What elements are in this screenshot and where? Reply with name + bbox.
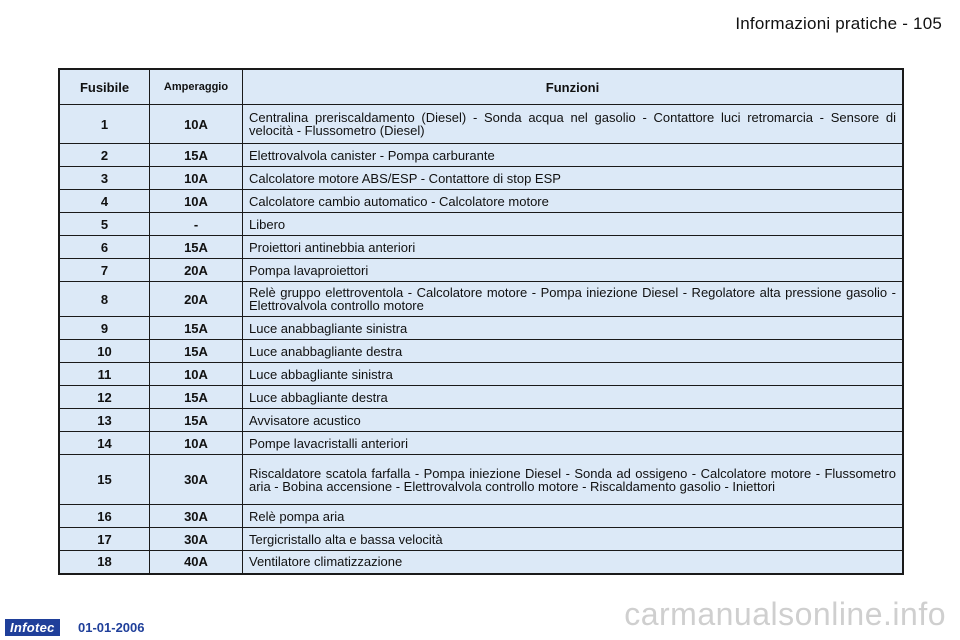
fuse-amperage: 30A xyxy=(150,528,243,551)
fuse-functions: Calcolatore cambio automatico - Calcolatore motore xyxy=(243,190,904,213)
column-header-functions: Funzioni xyxy=(243,69,904,105)
fuse-functions: Relè pompa aria xyxy=(243,505,904,528)
fuse-functions: Luce abbagliante destra xyxy=(243,386,904,409)
fuse-functions: Proiettori antinebbia anteriori xyxy=(243,236,904,259)
table-row xyxy=(59,409,903,432)
column-header-fuse: Fusibile xyxy=(59,69,150,105)
fuse-amperage: 15A xyxy=(150,144,243,167)
table-row xyxy=(59,282,903,317)
footer-date: 01-01-2006 xyxy=(78,620,145,635)
table-row xyxy=(59,213,903,236)
fuse-number: 18 xyxy=(59,551,150,574)
table-row xyxy=(59,144,903,167)
fuse-number: 16 xyxy=(59,505,150,528)
fuse-number: 4 xyxy=(59,190,150,213)
fuse-number: 3 xyxy=(59,167,150,190)
fuse-number: 12 xyxy=(59,386,150,409)
fuse-number: 9 xyxy=(59,317,150,340)
table-row xyxy=(59,259,903,282)
fuse-amperage: 15A xyxy=(150,386,243,409)
fuse-amperage: - xyxy=(150,213,243,236)
fuse-amperage: 10A xyxy=(150,432,243,455)
fuse-functions: Pompa lavaproiettori xyxy=(243,259,904,282)
table-body xyxy=(59,105,903,574)
fuse-amperage: 20A xyxy=(150,259,243,282)
table-row xyxy=(59,455,903,505)
fuse-number: 2 xyxy=(59,144,150,167)
fuse-amperage: 40A xyxy=(150,551,243,574)
fuse-functions: Calcolatore motore ABS/ESP - Contattore di stop ESP xyxy=(243,167,904,190)
watermark: carmanualsonline.info xyxy=(624,596,946,632)
table-row xyxy=(59,505,903,528)
fuse-amperage: 30A xyxy=(150,455,243,505)
page-title: Informazioni pratiche - 105 xyxy=(735,14,942,33)
fuse-functions: Riscaldatore scatola farfalla - Pompa iniezione Diesel - Sonda ad ossigeno - Calcolatore motore - Flussometro aria - Bobina accensione - Elettrovalvola controllo motore - Riscaldamento gasolio - Iniettori xyxy=(243,455,904,505)
column-header-amperage: Amperaggio xyxy=(150,69,243,105)
fuse-functions: Luce anabbagliante sinistra xyxy=(243,317,904,340)
fuse-number: 7 xyxy=(59,259,150,282)
table-row xyxy=(59,432,903,455)
table-row xyxy=(59,236,903,259)
table-row xyxy=(59,105,903,144)
table-row xyxy=(59,386,903,409)
fuse-functions: Tergicristallo alta e bassa velocità xyxy=(243,528,904,551)
fuse-amperage: 10A xyxy=(150,363,243,386)
fuse-amperage: 10A xyxy=(150,190,243,213)
fuse-amperage: 15A xyxy=(150,317,243,340)
fuse-functions: Libero xyxy=(243,213,904,236)
fuse-functions: Luce anabbagliante destra xyxy=(243,340,904,363)
fuse-number: 6 xyxy=(59,236,150,259)
table-row xyxy=(59,363,903,386)
fuse-amperage: 10A xyxy=(150,167,243,190)
fuse-amperage: 15A xyxy=(150,236,243,259)
fuse-number: 8 xyxy=(59,282,150,317)
fuse-number: 10 xyxy=(59,340,150,363)
table-header-row xyxy=(59,69,903,105)
fuse-amperage: 30A xyxy=(150,505,243,528)
fuse-number: 5 xyxy=(59,213,150,236)
fuse-number: 14 xyxy=(59,432,150,455)
table-row xyxy=(59,167,903,190)
fuse-functions: Relè gruppo elettroventola - Calcolatore motore - Pompa iniezione Diesel - Regolatore alta pressione gasolio - Elettrovalvola controllo motore xyxy=(243,282,904,317)
fuse-amperage: 20A xyxy=(150,282,243,317)
fuse-functions: Centralina preriscaldamento (Diesel) - Sonda acqua nel gasolio - Contattore luci retromarcia - Sensore di velocità - Flussometro (Diesel) xyxy=(243,105,904,144)
fuse-table xyxy=(58,68,904,575)
infotec-logo: Infotec xyxy=(5,619,60,636)
fuse-number: 13 xyxy=(59,409,150,432)
table-row xyxy=(59,340,903,363)
fuse-functions: Ventilatore climatizzazione xyxy=(243,551,904,574)
table-row xyxy=(59,317,903,340)
fuse-functions: Pompe lavacristalli anteriori xyxy=(243,432,904,455)
fuse-functions: Luce abbagliante sinistra xyxy=(243,363,904,386)
fuse-number: 17 xyxy=(59,528,150,551)
fuse-amperage: 15A xyxy=(150,409,243,432)
fuse-functions: Avvisatore acustico xyxy=(243,409,904,432)
fuse-number: 15 xyxy=(59,455,150,505)
fuse-number: 1 xyxy=(59,105,150,144)
fuse-functions: Elettrovalvola canister - Pompa carburante xyxy=(243,144,904,167)
table-row xyxy=(59,551,903,574)
fuse-amperage: 10A xyxy=(150,105,243,144)
fuse-number: 11 xyxy=(59,363,150,386)
table-row xyxy=(59,190,903,213)
fuse-amperage: 15A xyxy=(150,340,243,363)
table-row xyxy=(59,528,903,551)
